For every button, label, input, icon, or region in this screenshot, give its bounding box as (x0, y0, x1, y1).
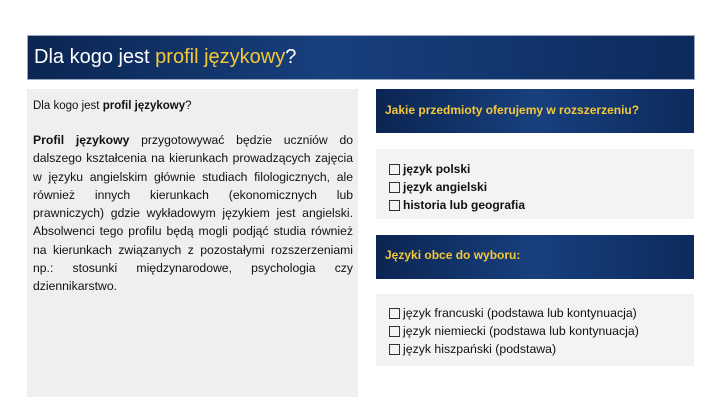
slide-title-suffix: ? (285, 46, 297, 68)
extended-subjects-box (376, 149, 694, 219)
profile-description-panel (27, 89, 358, 397)
slide-title (34, 46, 296, 69)
profile-heading-prefix: Dla kogo jest (33, 100, 103, 112)
list-item (389, 160, 525, 178)
slide-title-bar (27, 35, 695, 80)
extended-subjects-list (389, 160, 525, 214)
languages-list (389, 304, 639, 358)
list-item-label: język francuski (podstawa lub kontynuacja) (403, 306, 637, 320)
checkbox-bullet-icon (389, 182, 400, 193)
extended-subjects-heading: Jakie przedmioty oferujemy w rozszerzeniu? (385, 103, 640, 117)
slide-title-highlight: profil językowy (155, 46, 286, 68)
checkbox-bullet-icon (389, 326, 400, 337)
list-item (389, 178, 525, 196)
list-item (389, 196, 525, 214)
checkbox-bullet-icon (389, 200, 400, 211)
list-item-label: język hiszpański (podstawa) (403, 342, 557, 356)
list-item-label: język angielski (403, 180, 488, 194)
slide-title-prefix: Dla kogo jest (34, 46, 156, 68)
checkbox-bullet-icon (389, 164, 400, 175)
profile-description-text: przygotowywać będzie uczniów do dalszego kształcenia na kierunkach prowadzących zajęcia w języku angielskim głównie studiach filologicznych, ale również innych kierunkach (ekonomicznych lub prawniczych) gdzie wykładowym językiem jest angielski. Absolwenci tego profilu będą mogli podjąć studia również na kierunkach związanych z pozostałymi rozszerzeniami np.: stosunki międzynarodowe, psychologia czy dziennikarstwo. (33, 133, 353, 294)
languages-box (376, 294, 694, 366)
checkbox-bullet-icon (389, 344, 400, 355)
profile-description (33, 131, 353, 296)
list-item-label: język polski (403, 162, 471, 176)
checkbox-bullet-icon (389, 308, 400, 319)
list-item (389, 304, 639, 322)
list-item-label: historia lub geografia (403, 198, 526, 212)
profile-heading (33, 100, 192, 112)
list-item-label: język niemiecki (podstawa lub kontynuacja) (403, 324, 639, 338)
profile-heading-suffix: ? (185, 100, 192, 112)
list-item (389, 340, 639, 358)
languages-heading: Języki obce do wyboru: (385, 248, 521, 262)
extended-subjects-heading-bar (376, 89, 694, 133)
profile-heading-bold: profil językowy (102, 100, 186, 112)
profile-description-bold: Profil językowy (33, 133, 130, 147)
list-item (389, 322, 639, 340)
languages-heading-bar (376, 235, 694, 279)
